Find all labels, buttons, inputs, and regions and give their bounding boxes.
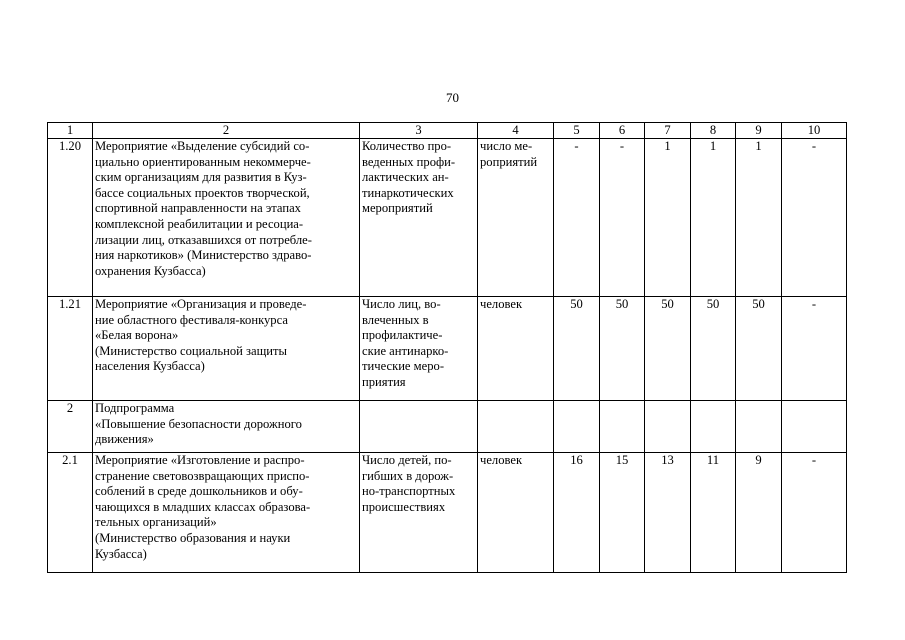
indicator-name	[360, 401, 478, 453]
value-cell: 16	[554, 453, 600, 573]
value-cell: 9	[736, 453, 782, 573]
value-cell: 50	[736, 297, 782, 401]
table-row	[48, 297, 847, 401]
value-cell	[782, 401, 847, 453]
value-cell: 1	[645, 139, 691, 297]
value-cell	[736, 401, 782, 453]
header-row	[48, 123, 847, 139]
value-cell: -	[782, 297, 847, 401]
unit: человек	[478, 453, 554, 573]
indicator-name: Число лиц, во- влеченных в профилактиче- ские антинарко- тические меро- приятия	[360, 297, 478, 401]
value-cell: 11	[691, 453, 736, 573]
unit	[478, 401, 554, 453]
header-cell: 9	[736, 123, 782, 139]
value-cell	[645, 401, 691, 453]
measure-name: Мероприятие «Выделение субсидий со- циально ориентированным некоммерче- ским организациям для развития в Куз- бассе социальных проектов творческой, спортивной направленности на этапах комплексной реабилитации и ресоциа- лизации лиц, отказавшихся от потребле- ния наркотиков» (Министерство здраво- охранения Кузбасса)	[93, 139, 360, 297]
header-cell: 3	[360, 123, 478, 139]
header-cell: 8	[691, 123, 736, 139]
header-cell: 5	[554, 123, 600, 139]
value-cell: 50	[600, 297, 645, 401]
measure-name: Мероприятие «Изготовление и распро- странение световозвращающих приспо- соблений в среде дошкольников и обу- чающихся в младших классах образова- тельных организаций» (Министерство образования и науки Кузбасса)	[93, 453, 360, 573]
header-cell: 10	[782, 123, 847, 139]
value-cell: 1	[736, 139, 782, 297]
value-cell: 50	[645, 297, 691, 401]
value-cell	[691, 401, 736, 453]
row-number: 2.1	[48, 453, 93, 573]
unit: человек	[478, 297, 554, 401]
value-cell: 13	[645, 453, 691, 573]
page-number: 70	[446, 90, 459, 105]
table-row	[48, 401, 847, 453]
indicator-name: Количество про- веденных профи- лактических ан- тинаркотических мероприятий	[360, 139, 478, 297]
header-cell: 7	[645, 123, 691, 139]
value-cell: -	[554, 139, 600, 297]
value-cell: -	[782, 453, 847, 573]
row-number: 1.20	[48, 139, 93, 297]
value-cell: 1	[691, 139, 736, 297]
header-cell: 1	[48, 123, 93, 139]
value-cell: 15	[600, 453, 645, 573]
value-cell: 50	[554, 297, 600, 401]
value-cell: -	[600, 139, 645, 297]
unit: число ме- роприятий	[478, 139, 554, 297]
program-indicators-table	[47, 122, 847, 573]
header-cell: 2	[93, 123, 360, 139]
table-row	[48, 453, 847, 573]
row-number: 2	[48, 401, 93, 453]
value-cell	[554, 401, 600, 453]
value-cell	[600, 401, 645, 453]
header-cell: 6	[600, 123, 645, 139]
row-number: 1.21	[48, 297, 93, 401]
table-row	[48, 139, 847, 297]
subprogram-name: Подпрограмма «Повышение безопасности дорожного движения»	[93, 401, 360, 453]
header-cell: 4	[478, 123, 554, 139]
indicator-name: Число детей, по- гибших в дорож- но-транспортных происшествиях	[360, 453, 478, 573]
measure-name: Мероприятие «Организация и проведе- ние областного фестиваля-конкурса «Белая ворона» (Министерство социальной защиты населения Кузбасса)	[93, 297, 360, 401]
value-cell: 50	[691, 297, 736, 401]
value-cell: -	[782, 139, 847, 297]
